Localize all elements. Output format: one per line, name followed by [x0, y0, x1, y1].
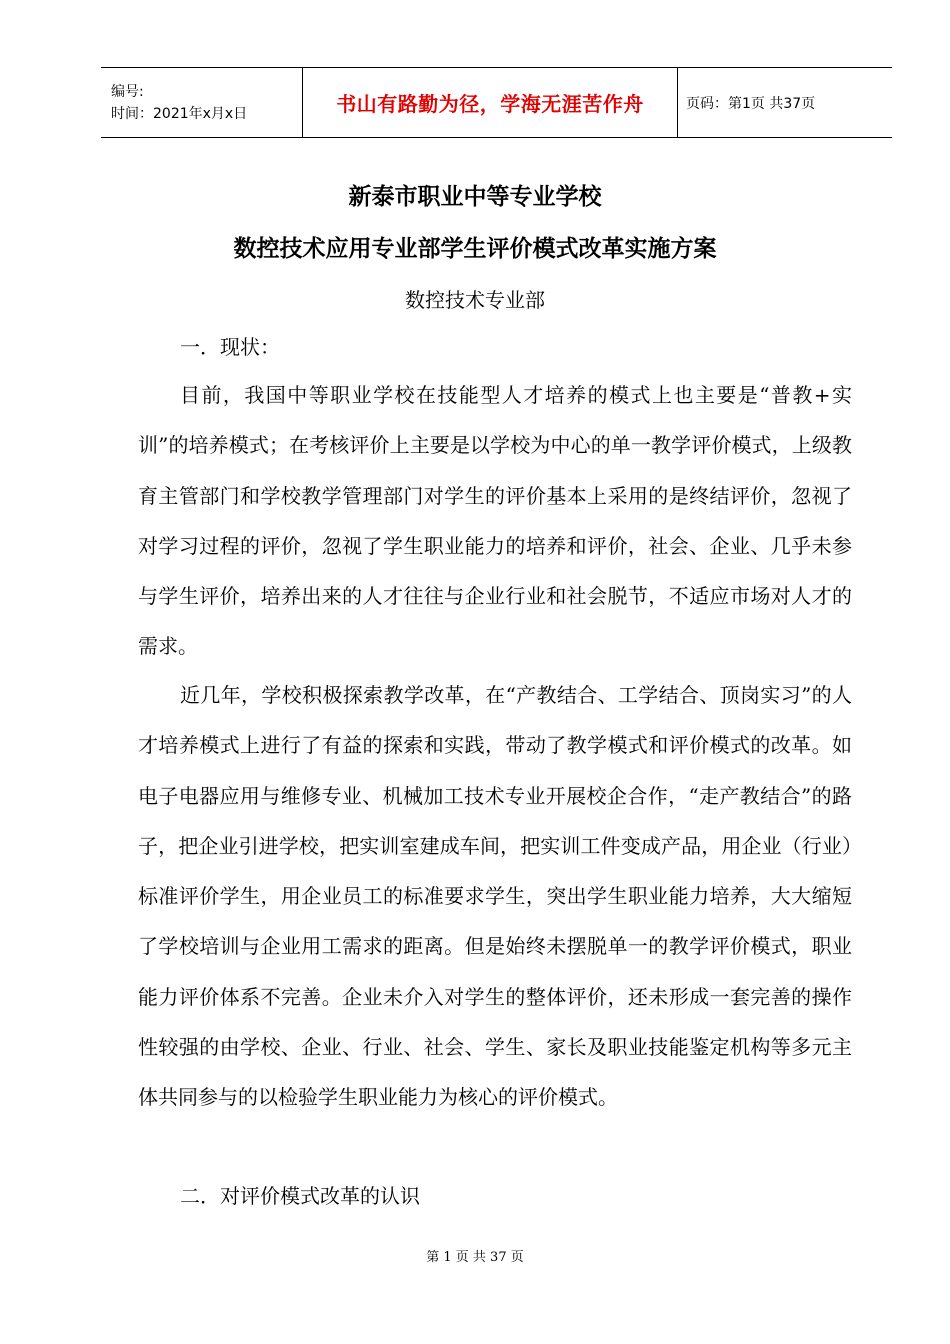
header-page-label: 页码：第1页 共37页	[686, 95, 816, 112]
header-motto: 书山有路勤为径，学海无涯苦作舟	[336, 92, 644, 116]
paragraph-recent-reform: 近几年，学校积极探索教学改革，在“产教结合、工学结合、顶岗实习”的人才培养模式上进行了有益的探索和实践，带动了教学模式和评价模式的改革。如电子电器应用与维修专业、机械加工技术专业开展校企合作，“走产教结合”的路子，把企业引进学校，把实训室建成车间，把实训工件变成产品，用企业（行业）标准评价学生，用企业员工的标准要求学生，突出学生职业能力培养，大大缩短了学校培训与企业用工需求的距离。但是始终未摆脱单一的教学评价模式，职业能力评价体系不完善。企业未介入对学生的整体评价，还未形成一套完善的操作性较强的由学校、企业、行业、社会、学生、家长及职业技能鉴定机构等多元主体共同参与的以检验学生职业能力为核心的评价模式。	[138, 683, 852, 1110]
document-title-school: 新泰市职业中等专业学校	[348, 183, 602, 210]
document-number-label: 编号:	[111, 83, 144, 100]
header-motto-cell	[303, 68, 678, 137]
page-footer: 第 1 页 共 37 页	[426, 1250, 524, 1265]
document-department: 数控技术专业部	[405, 288, 545, 312]
section-heading-understanding: 二．对评价模式改革的认识	[180, 1184, 420, 1208]
section-heading-status: 一．现状：	[180, 335, 280, 359]
document-time-label: 时间：2021年x月x日	[111, 105, 248, 122]
header-meta	[101, 68, 303, 137]
header-page-cell	[678, 68, 892, 137]
paragraph-current-status: 目前，我国中等职业学校在技能型人才培养的模式上也主要是“普教+实训”的培养模式；在考核评价上主要是以学校为中心的单一教学评价模式，上级教育主管部门和学校教学管理部门对学生的评价基本上采用的是终结评价，忽视了对学习过程的评价，忽视了学生职业能力的培养和评价，社会、企业、几乎未参与学生评价，培养出来的人才往往与企业行业和社会脱节，不适应市场对人才的需求。	[138, 383, 852, 659]
document-title-plan: 数控技术应用专业部学生评价模式改革实施方案	[233, 235, 717, 262]
page-header	[101, 67, 892, 138]
